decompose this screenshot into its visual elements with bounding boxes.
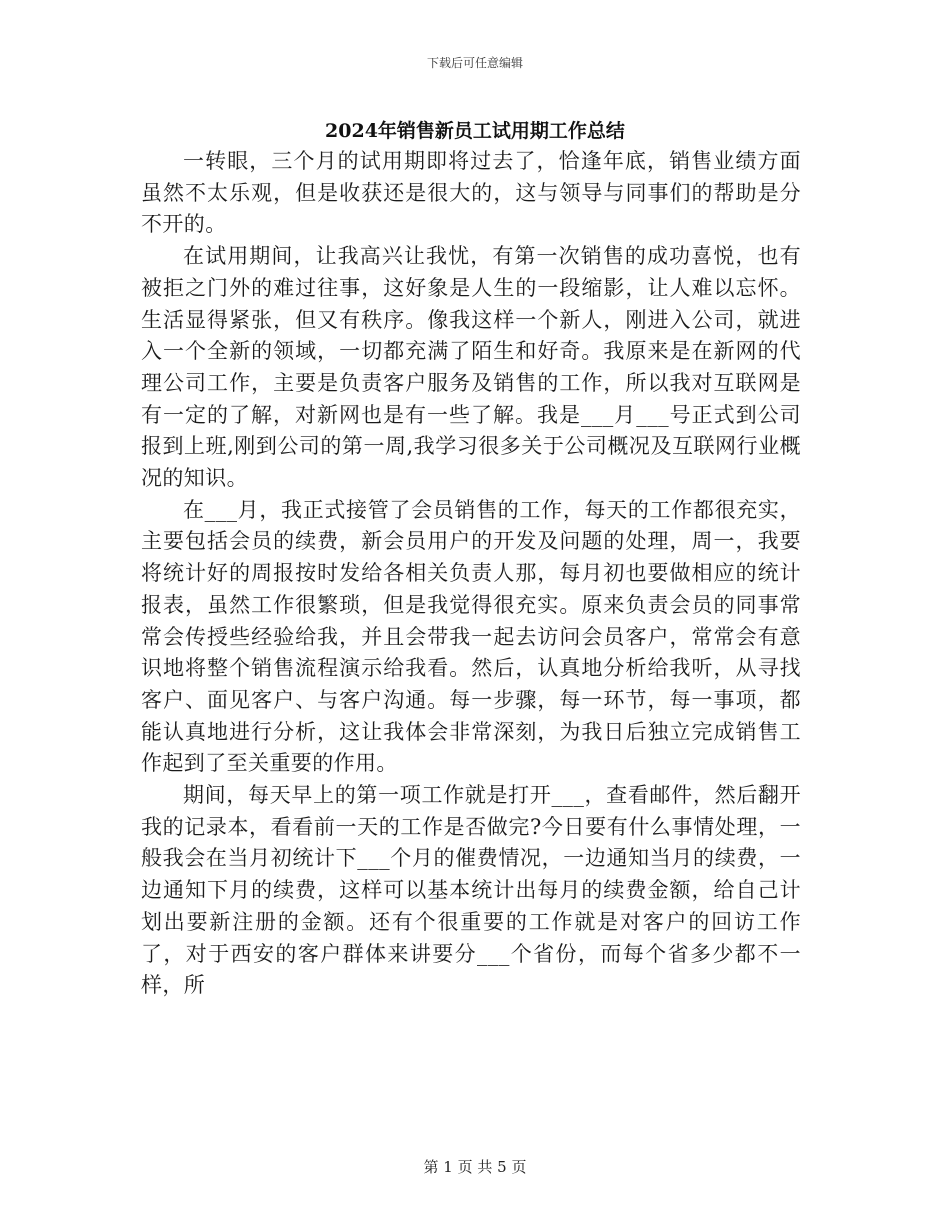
page-header-note: 下载后可任意编辑 bbox=[426, 56, 523, 70]
paragraph: 一转眼，三个月的试用期即将过去了，恰逢年底，销售业绩方面虽然不太乐观，但是收获还是很大的，这与领导与同事们的帮助是分不开的。 bbox=[141, 149, 801, 237]
paragraph: 在___月，我正式接管了会员销售的工作，每天的工作都很充实，主要包括会员的续费，新会员用户的开发及问题的处理，周一，我要将统计好的周报按时发给各相关负责人那，每月初也要做相应的统计报表，虽然工作很繁琐，但是我觉得很充实。原来负责会员的同事常常会传授些经验给我，并且会带我一起去访问会员客户，常常会有意识地将整个销售流程演示给我看。然后，认真地分析给我听，从寻找客户、面见客户、与客户沟通。每一步骤，每一环节，每一事项，都能认真地进行分析，这让我体会非常深刻，为我日后独立完成销售工作起到了至关重要的作用。 bbox=[141, 497, 801, 776]
paragraph: 期间，每天早上的第一项工作就是打开___，查看邮件，然后翻开我的记录本，看看前一天的工作是否做完?今日要有什么事情处理，一般我会在当月初统计下___个月的催费情况，一边通知当月的续费，一边通知下月的续费，这样可以基本统计出每月的续费金额，给自己计划出要新注册的金额。还有个很重要的工作就是对客户的回访工作了，对于西安的客户群体来讲要分___个省份，而每个省多少都不一样，所 bbox=[141, 783, 801, 998]
document-body bbox=[141, 146, 801, 1002]
page-number: 第 1 页 共 5 页 bbox=[423, 1158, 527, 1176]
document-title: 2024年销售新员工试用期工作总结 bbox=[325, 120, 625, 142]
paragraph: 在试用期间，让我高兴让我忧，有第一次销售的成功喜悦，也有被拒之门外的难过往事，这好象是人生的一段缩影，让人难以忘怀。生活显得紧张，但又有秩序。像我这样一个新人，刚进入公司，就进入一个全新的领域，一切都充满了陌生和好奇。我原来是在新网的代理公司工作，主要是负责客户服务及销售的工作，所以我对互联网是有一定的了解，对新网也是有一些了解。我是___月___号正式到公司报到上班,刚到公司的第一周,我学习很多关于公司概况及互联网行业概况的知识。 bbox=[141, 244, 801, 491]
